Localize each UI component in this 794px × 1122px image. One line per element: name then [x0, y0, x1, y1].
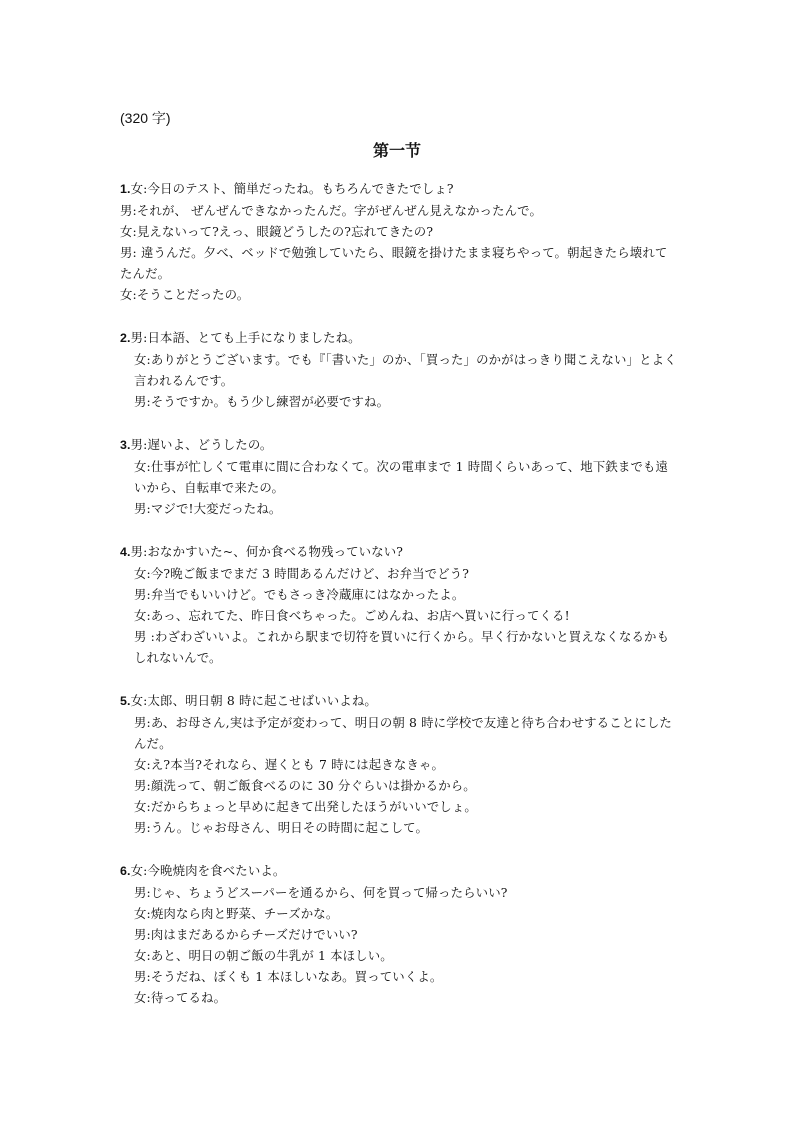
dialogue-line: 男:肉はまだあるからチーズだけでいい? — [134, 927, 358, 942]
dialogue-line: 男:それが、 ぜんぜんできなかったんだ。字がぜんぜん見えなかったんで。 — [120, 203, 543, 218]
item-number: 1. — [120, 182, 131, 196]
dialogue-item-5 — [120, 690, 678, 838]
dialogue-item-2 — [120, 327, 678, 412]
dialogue-item-6 — [120, 860, 678, 1008]
dialogue-line: 女:あと、明日の朝ご飯の牛乳が 1 本ほしい。 — [134, 948, 393, 963]
dialogue-item-3 — [120, 434, 678, 519]
dialogue-line: 女:見えないって?えっ、眼鏡どうしたの?忘れてきたの? — [120, 224, 434, 239]
dialogue-line: 2.男:日本語、とても上手になりましたね。 — [120, 330, 361, 345]
dialogue-line: 男:うん。じゃお母さん、明日その時間に起こして。 — [134, 820, 428, 835]
dialogue-line: 女:え?本当?それなら、遅くとも 7 時には起きなきゃ。 — [134, 757, 445, 772]
dialogue-line: 男:そうですか。もう少し練習が必要ですね。 — [134, 394, 390, 409]
dialogue-item-1 — [120, 178, 678, 305]
section-title: 第一节 — [372, 141, 421, 160]
dialogue-line: 男:そうだね、ぼくも 1 本ほしいなあ。買っていくよ。 — [134, 969, 443, 984]
dialogue-line: 1.女:今日のテスト、簡単だったね。もちろんできたでしょ? — [120, 181, 454, 196]
dialogue-line: 男:じゃ、ちょうどスーパーを通るから、何を買って帰ったらいい? — [134, 885, 508, 900]
dialogue-line: 女:あっ、忘れてた、昨日食べちゃった。ごめんね、お店へ買いに行ってくる! — [134, 608, 570, 623]
dialogue-line: 女:そうことだったの。 — [120, 287, 250, 302]
dialogue-line: 男:弁当でもいいけど。でもさっき冷蔵庫にはなかったよ。 — [134, 587, 465, 602]
dialogue-line: 男:あ、お母さん,実は予定が変わって、明日の朝 8 時に学校で友達と待ち合わせすることにしたんだ。 — [134, 715, 672, 751]
dialogue-line: 4.男:おなかすいた~、何か食べる物残っていない? — [120, 544, 404, 559]
dialogue-line: 男:マジで!大変だったね。 — [134, 501, 282, 516]
dialogue-line: 6.女:今晩焼肉を食べたいよ。 — [120, 863, 286, 878]
dialogue-line: 5.女:太郎、明日朝 8 時に起こせばいいよね。 — [120, 693, 377, 708]
item-number: 6. — [120, 864, 131, 878]
dialogue-line: 女:だからちょっと早めに起きて出発したほうがいいでしょ。 — [134, 799, 477, 814]
dialogue-line: 3.男:遅いよ、どうしたの。 — [120, 437, 273, 452]
item-number: 5. — [120, 694, 131, 708]
item-number: 3. — [120, 438, 131, 452]
item-number: 2. — [120, 331, 131, 345]
dialogue-line: 男: 違うんだ。夕べ、ベッドで勉強していたら、眼鏡を掛けたまま寝ちやって。朝起きたら壊れてたんだ。 — [120, 245, 668, 281]
dialogue-line: 男 :わざわざいいよ。これから駅まで切符を買いに行くから。早く行かないと買えなくなるかもしれないんで。 — [134, 629, 670, 665]
dialogue-line: 女:待ってるね。 — [134, 990, 227, 1005]
dialogue-line: 女:仕事が忙しくて電車に間に合わなくて。次の電車まで 1 時間くらいあって、地下鉄までも遠いから、自転車で来たの。 — [134, 459, 669, 495]
dialogue-list — [120, 178, 678, 1030]
item-number: 4. — [120, 545, 131, 559]
dialogue-line: 女:焼肉なら肉と野菜、チーズかな。 — [134, 906, 339, 921]
dialogue-line: 女:今?晩ご飯までまだ 3 時間あるんだけど、お弁当でどう? — [134, 566, 470, 581]
dialogue-line: 男:顔洗って、朝ご飯食べるのに 30 分ぐらいは掛かるから。 — [134, 778, 476, 793]
dialogue-line: 女:ありがとうございます。でも『「書いた」のか、「買った」のかがはっきり聞こえない」とよく言われるんです。 — [134, 352, 677, 388]
dialogue-item-4 — [120, 541, 678, 668]
character-count: (320 字) — [120, 110, 171, 126]
